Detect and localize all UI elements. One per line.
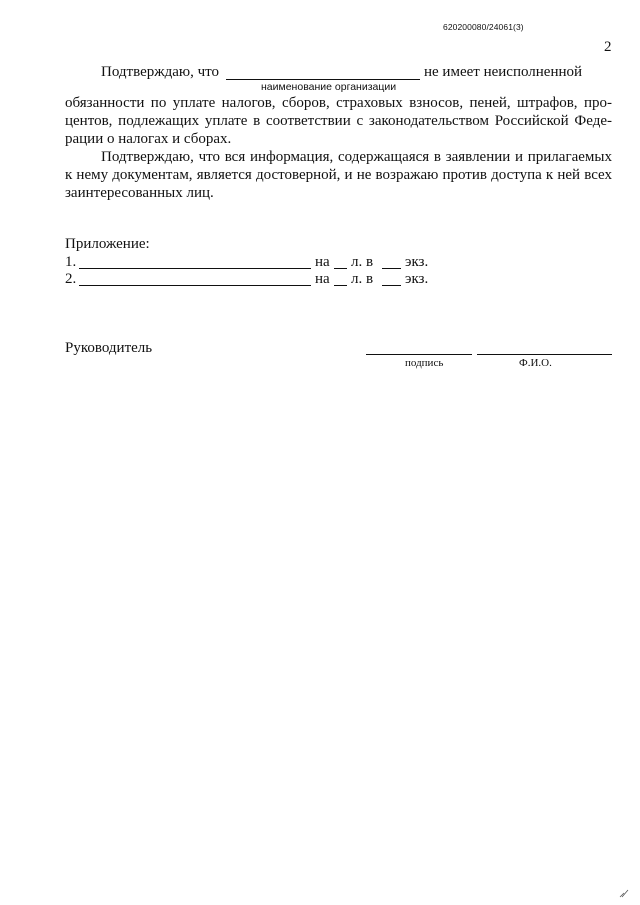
document-code: 620200080/24061(3) — [443, 22, 524, 32]
signature-blank[interactable] — [366, 354, 472, 355]
attachment-copies-label: экз. — [405, 271, 429, 287]
attachment-sheets-label: л. в — [351, 271, 374, 287]
attachment-sheets-blank[interactable] — [334, 268, 347, 269]
information-confirmation-line: Подтверждаю, что вся информация, содержащаяся в заявлении и прилагаемых — [101, 149, 612, 165]
attachment-copies-label: экз. — [405, 254, 429, 270]
attachments-title: Приложение: — [65, 236, 150, 252]
attachment-copies-blank[interactable] — [382, 285, 401, 286]
attachment-sheets-label: л. в — [351, 254, 374, 270]
attachment-name-blank[interactable] — [79, 268, 311, 269]
organization-name-caption: наименование организации — [261, 81, 397, 93]
confirmation-prefix: Подтверждаю, что — [101, 64, 220, 80]
information-confirmation-line: к нему документам, является достоверной, и не возражаю против доступа к ней всех — [65, 167, 612, 183]
attachment-copies-blank[interactable] — [382, 268, 401, 269]
attachment-on-label: на — [315, 254, 330, 270]
confirmation-text-line: центов, подлежащих уплате в соответствии с законодательством Российской Феде- — [65, 113, 612, 129]
attachment-number: 2. — [65, 271, 77, 287]
attachment-sheets-blank[interactable] — [334, 285, 347, 286]
attachment-name-blank[interactable] — [79, 285, 311, 286]
confirmation-suffix: не имеет неисполненной — [424, 64, 583, 80]
pen-mark-icon — [619, 888, 629, 898]
organization-name-blank[interactable] — [226, 79, 420, 80]
attachment-on-label: на — [315, 271, 330, 287]
director-label: Руководитель — [65, 340, 153, 356]
information-confirmation-line: заинтересованных лиц. — [65, 185, 214, 201]
page-number: 2 — [604, 39, 612, 55]
confirmation-text-line: обязанности по уплате налогов, сборов, страховых взносов, пеней, штрафов, про- — [65, 95, 612, 111]
attachment-number: 1. — [65, 254, 77, 270]
signature-caption: подпись — [405, 357, 444, 369]
confirmation-text-line: рации о налогах и сборах. — [65, 131, 232, 147]
full-name-caption: Ф.И.О. — [519, 357, 552, 369]
full-name-blank[interactable] — [477, 354, 612, 355]
